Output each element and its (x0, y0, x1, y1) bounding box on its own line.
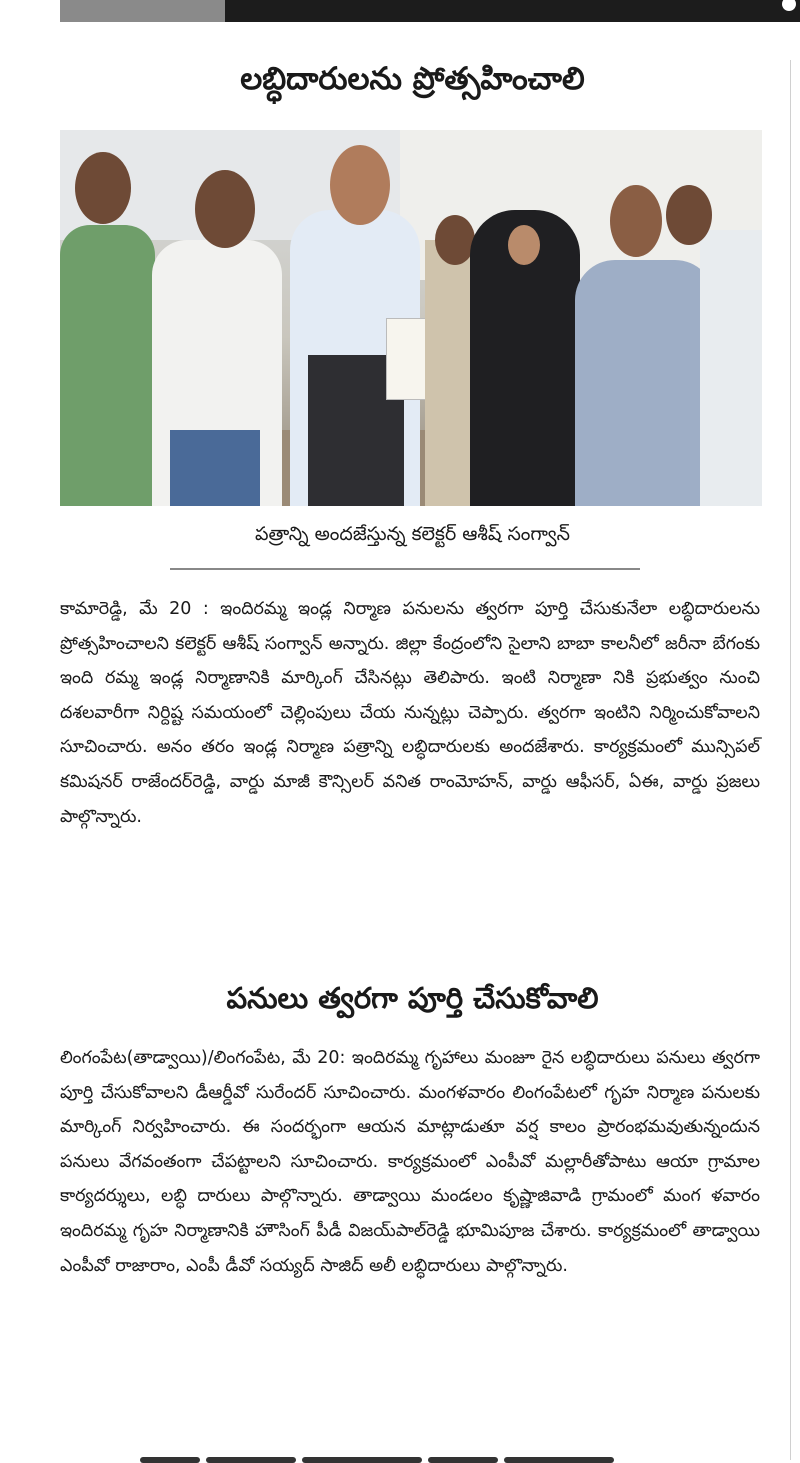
news-photo (60, 130, 762, 506)
person-head (435, 215, 475, 265)
next-headline-cutoff (140, 1448, 680, 1463)
article1-headline: లబ్ధిదారులను ప్రోత్సహించాలి (240, 61, 585, 97)
person-jeans (170, 430, 260, 506)
top-header-bar (60, 0, 800, 22)
person-head (195, 170, 255, 248)
article1-body: కామారెడ్డి, మే 20 : ఇందిరమ్మ ఇండ్ల నిర్మాణ పనులను త్వరగా పూర్తి చేసుకునేలా లబ్ధిదారులను ప్రోత్సహించాలని కలెక్టర్ ఆశీష్ సంగ్వాన్ అన్నారు. జిల్లా కేంద్రంలోని సైలాని బాబా కాలనీలో జరీనా బేగంకు ఇంది రమ్మ ఇండ్ల నిర్మాణానికి మార్కింగ్ చేసినట్లు తెలిపారు. ఇంటి నిర్మాణా నికి ప్రభుత్వం నుంచి దశలవారీగా నిర్దిష్ట సమయంలో చెల్లింపులు చేయ నున్నట్లు చెప్పారు. త్వరగా ఇంటిని నిర్మించుకోవాలని సూచించారు. అనం తరం ఇండ్ల నిర్మాణ పత్రాన్ని లబ్ధిదారులకు అందజేశారు. కార్యక్రమంలో మున్సిపల్ కమిషనర్ రాజేందర్‌రెడ్డి, వార్డు మాజీ కౌన్సిలర్ వనిత రాంమోహన్, వార్డు ఆఫీసర్, ఏఈ, వార్డు ప్రజలు పాల్గొన్నారు. (60, 599, 760, 827)
person-face (508, 225, 540, 265)
person-green-shirt (60, 225, 155, 506)
caption-underline (170, 568, 640, 570)
article2-body: లింగంపేట(తాడ్వాయి)/లింగంపేట, మే 20: ఇందిరమ్మ గృహాలు మంజూ రైన లబ్ధిదారులు పనులు త్వరగా పూర్తి చేసుకోవాలని డీఆర్డీవో సురేందర్ సూచించారు. మంగళవారం లింగంపేటలో గృహ నిర్మాణ పనులకు మార్కింగ్ నిర్వహించారు. ఈ సందర్భంగా ఆయన మాట్లాడుతూ వర్ష కాలం ప్రారంభమవుతున్నందున పనులు వేగవంతంగా చేపట్టాలని సూచించారు. కార్యక్రమంలో ఎంపీవో మల్లారీతోపాటు ఆయా గ్రామాల కార్యదర్శులు, లబ్ధి దారులు పాల్గొన్నారు. తాడ్వాయి మండలం కృష్ణాజివాడి గ్రామంలో మంగ ళవారం ఇందిరమ్మ గృహ నిర్మాణానికి హౌసింగ్ పీడీ విజయ్‌పాల్‌రెడ్డి భూమిపూజ చేశారు. కార్యక్రమంలో తాడ్వాయి ఎంపీవో రాజారాం, ఎంపీ డీవో సయ్యద్ సాజిద్ అలీ లబ్ధిదారులు పాల్గొన్నారు. (60, 1048, 760, 1276)
top-header-segment (60, 0, 225, 22)
person-right-edge (700, 230, 762, 506)
column-divider (790, 60, 791, 1460)
circle-icon (782, 0, 796, 11)
person-head (330, 145, 390, 225)
person-head (610, 185, 662, 257)
person-head (666, 185, 712, 245)
person-head (75, 152, 131, 224)
person-blue-saree (575, 260, 715, 506)
article2-headline: పనులు త్వరగా పూర్తి చేసుకోవాలి (226, 981, 599, 1015)
photo-caption: పత్రాన్ని అందజేస్తున్న కలెక్టర్ ఆశీష్ సంగ్వాన్ (255, 523, 570, 545)
